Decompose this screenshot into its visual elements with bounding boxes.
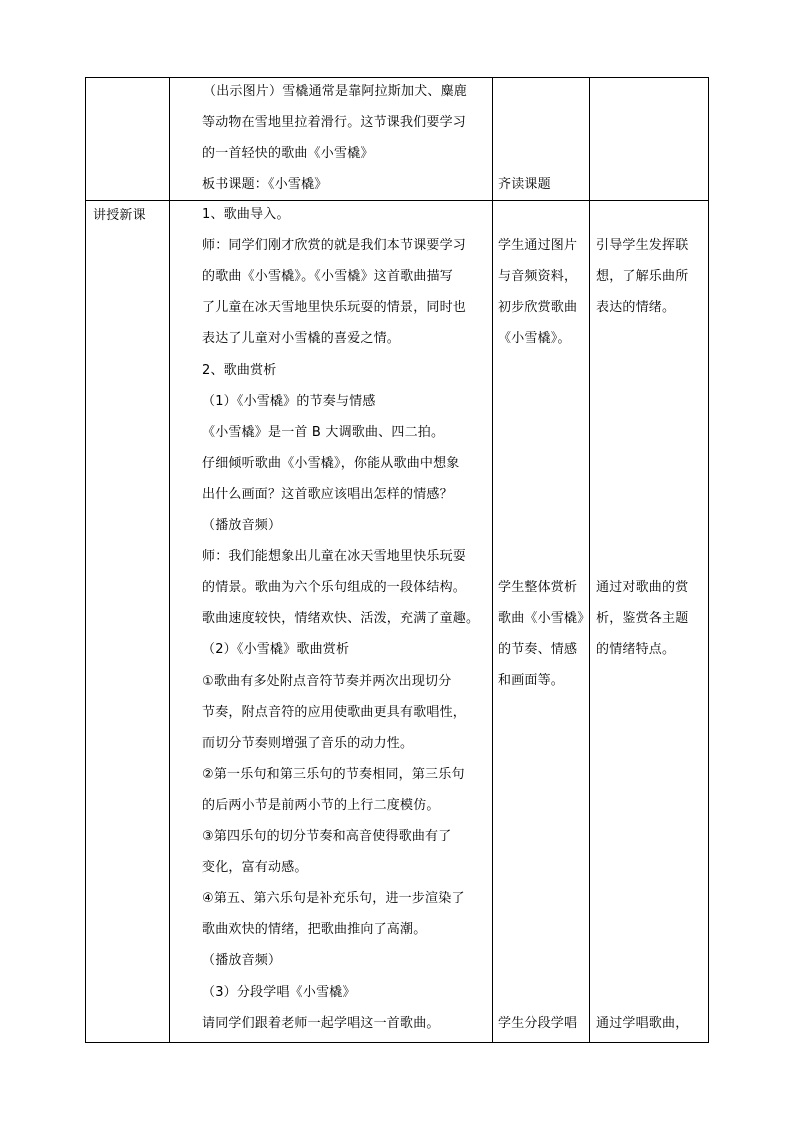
text-line: 表达的情绪。 (596, 300, 676, 315)
text-line: （出示图片）雪橇通常是靠阿拉斯加犬、麋鹿 (203, 84, 468, 99)
cell-teacher-activity (170, 78, 493, 201)
text-line: 歌曲欢快的情绪，把歌曲推向了高潮。 (202, 922, 427, 938)
text-line: 歌曲《小雪橇》 (498, 611, 591, 626)
text-line: 节奏，附点音符的应用使歌曲更具有歌唱性， (202, 704, 467, 720)
text-line: ①歌曲有多处附点音符节奏并两次出现切分 (202, 673, 452, 689)
text-line: （3）分段学唱《小雪橇》 (202, 984, 356, 1000)
text-line: ④第五、第六乐句是补充乐句，进一步渲染了 (202, 891, 465, 907)
text-line: 的歌曲《小雪橇》。《小雪橇》这首歌曲描写 (202, 269, 454, 285)
cell-design-intent (590, 201, 709, 1043)
text-line: ②第一乐句和第三乐句的节奏相同，第三乐句 (202, 766, 465, 782)
text-line: 《小雪橇》。 (498, 331, 571, 346)
text-line: 和画面等。 (498, 673, 565, 688)
cell-student-activity (493, 201, 590, 1043)
text-line: 《小雪橇》是一首 B 大调歌曲、四二拍。 (202, 424, 445, 440)
text-line: 学生通过图片 (498, 238, 578, 253)
text-line: 出什么画面？这首歌应该唱出怎样的情感？ (202, 486, 453, 502)
text-line: 的情绪特点。 (596, 642, 676, 657)
text-line: （播放音频） (202, 518, 282, 533)
text-line: 通过学唱歌曲， (596, 1016, 689, 1031)
table-row-intro (86, 78, 709, 201)
text-line: 初步欣赏歌曲 (498, 300, 578, 315)
text-line: 表达了儿童对小雪橇的喜爱之情。 (202, 331, 401, 347)
cell-stage (86, 201, 170, 1043)
text-line: 变化，富有动感。 (202, 860, 308, 876)
text-line: 的节奏、情感 (498, 642, 578, 657)
text-line: 仔细倾听歌曲《小雪橇》，你能从歌曲中想象 (202, 455, 460, 471)
text-line: 板书课题：《小雪橇》 (202, 177, 328, 192)
text-line: 请同学们跟着老师一起学唱这一首歌曲。 (202, 1015, 440, 1031)
text-line: 师：同学们刚才欣赏的就是我们本节课要学习 (202, 238, 467, 254)
text-line: 歌曲速度较快，情绪欢快、活泼，充满了童趣。 (202, 611, 480, 627)
text-line: 等动物在雪地里拉着滑行。这节课我们要学习 (202, 115, 467, 130)
text-line: 引导学生发挥联 (596, 238, 689, 253)
stage-label: 讲授新课 (93, 208, 146, 223)
cell-student-activity (493, 78, 590, 201)
cell-design-intent-empty (590, 78, 709, 201)
text-line: 的后两小节是前两小节的上行二度模仿。 (202, 797, 440, 813)
cell-stage-empty (86, 78, 170, 201)
lesson-plan-table (85, 77, 709, 1043)
text-line: 师：我们能想象出儿童在冰天雪地里快乐玩耍 (202, 549, 467, 565)
text-line: 2、歌曲赏析 (202, 362, 277, 378)
text-line: 与音频资料， (498, 269, 578, 284)
text-line: （播放音频） (202, 953, 282, 969)
text-line: 了儿童在冰天雪地里快乐玩耍的情景，同时也 (202, 300, 467, 316)
text-line: 齐读课题 (498, 177, 551, 192)
table-row-new-lesson (86, 201, 709, 1043)
text-line: 析，鉴赏各主题 (596, 611, 689, 626)
text-line: 的情景。歌曲为六个乐句组成的一段体结构。 (202, 580, 467, 596)
text-line: 通过对歌曲的赏 (596, 580, 689, 595)
text-line: 而切分节奏则增强了音乐的动力性。 (202, 735, 414, 751)
text-line: 1、歌曲导入。 (202, 207, 290, 222)
text-line: ③第四乐句的切分节奏和高音使得歌曲有了 (202, 829, 452, 844)
text-line: 学生分段学唱 (498, 1016, 578, 1031)
text-line: （1）《小雪橇》的节奏与情感 (202, 393, 376, 409)
text-line: 学生整体赏析 (498, 580, 578, 595)
cell-teacher-activity (170, 201, 493, 1043)
text-line: （2）《小雪橇》歌曲赏析 (202, 642, 350, 658)
text-line: 的一首轻快的歌曲《小雪橇》 (202, 146, 374, 161)
text-line: 想，了解乐曲所 (596, 269, 689, 284)
